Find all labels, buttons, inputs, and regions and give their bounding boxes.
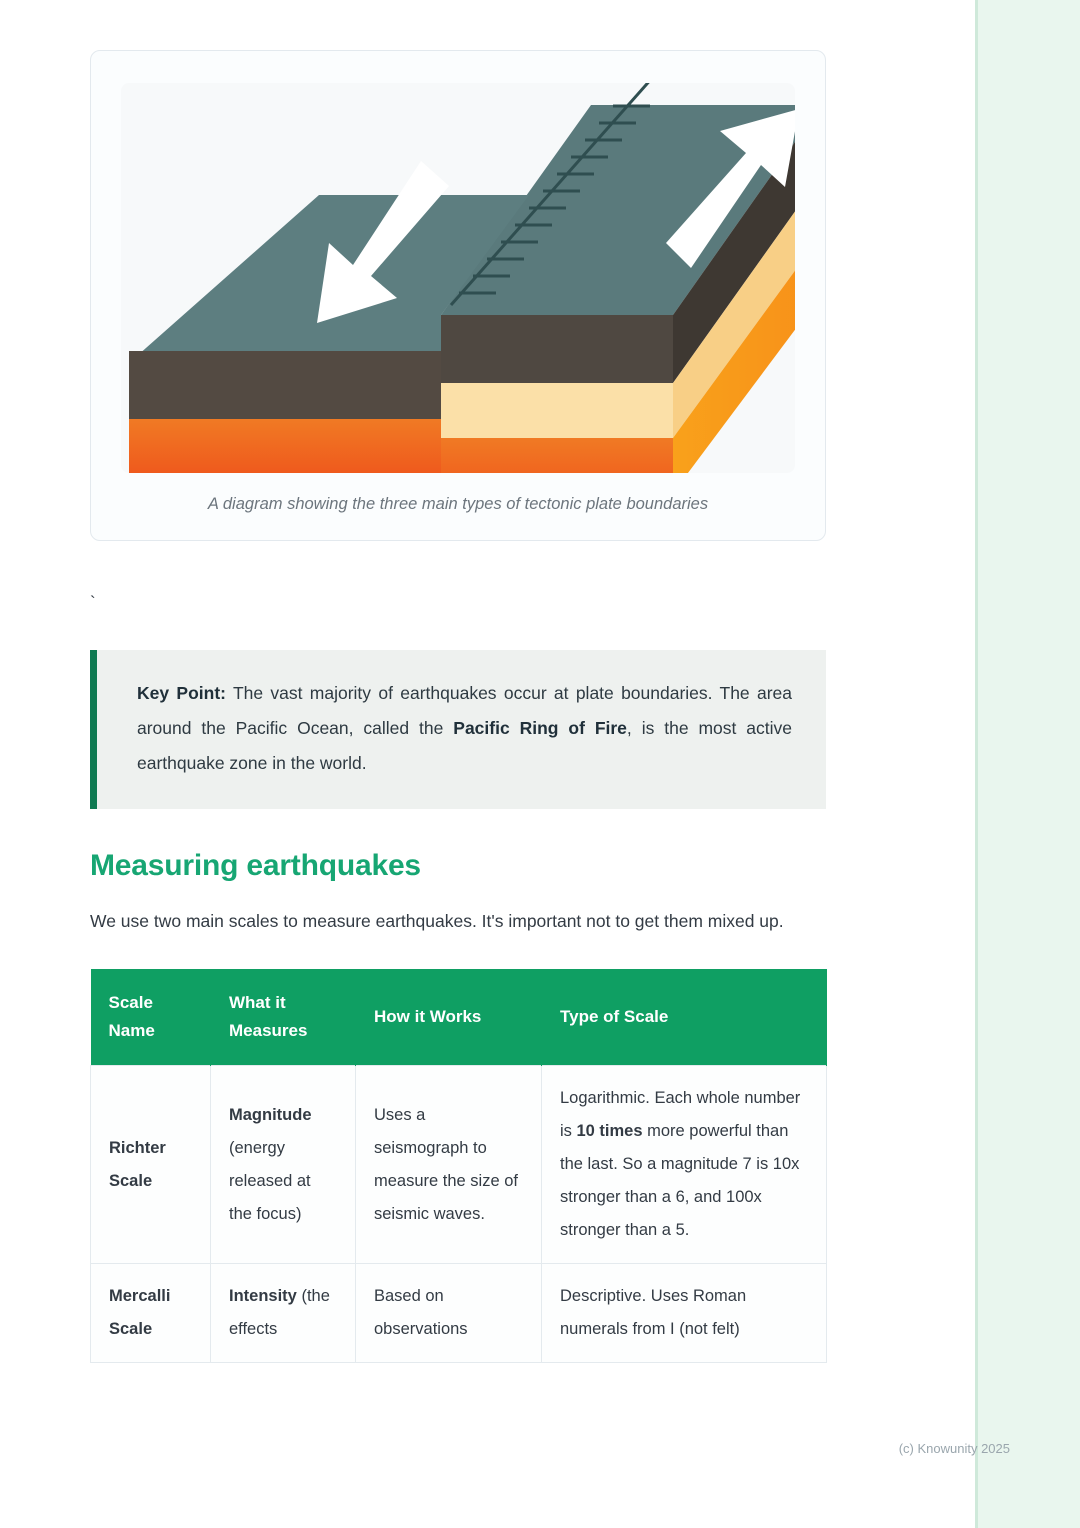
cell-scale-name: Mercalli Scale	[91, 1264, 211, 1363]
cell-how-it-works: Based on observations	[356, 1264, 542, 1363]
page-edge-strip	[975, 0, 1080, 1528]
measures-bold: Intensity	[229, 1287, 297, 1305]
type-bold: 10 times	[576, 1122, 643, 1140]
key-point-emphasis: Pacific Ring of Fire	[453, 718, 627, 738]
section-intro: We use two main scales to measure earthquakes. It's important not to get them mixed up.	[90, 911, 784, 931]
table-row	[91, 1264, 827, 1363]
column-header-scale-name: Scale Name	[91, 969, 211, 1066]
cell-what-it-measures	[211, 1066, 356, 1264]
measurement-scales-table	[90, 969, 827, 1363]
measures-rest: (energy released at the focus)	[229, 1138, 311, 1223]
column-header-what-it-measures: What it Measures	[211, 969, 356, 1066]
key-point-text-after: , is the most active earthquake zone in the world.	[137, 718, 793, 773]
type-before: Logarithmic. Each whole number is	[560, 1089, 801, 1140]
key-point-text-before: The vast majority of earthquakes occur at plate boundaries. The area around the Pacific Ocean, called the	[137, 683, 792, 738]
table-row	[91, 1066, 827, 1264]
cell-how-it-works: Uses a seismograph to measure the size of seismic waves.	[356, 1066, 542, 1264]
cell-type-of-scale	[542, 1066, 827, 1264]
cell-what-it-measures	[211, 1264, 356, 1363]
cell-type-of-scale: Descriptive. Uses Roman numerals from I (not felt)	[542, 1264, 827, 1363]
cell-scale-name: Richter Scale	[91, 1066, 211, 1264]
key-point-paragraph	[137, 676, 792, 781]
key-point-callout	[90, 650, 826, 809]
stray-backtick: `	[90, 593, 96, 612]
key-point-label: Key Point:	[137, 683, 226, 703]
column-header-how-it-works: How it Works	[356, 969, 542, 1066]
column-header-type-of-scale: Type of Scale	[542, 969, 827, 1066]
measures-bold: Magnitude	[229, 1105, 312, 1124]
measures-rest: (the effects	[229, 1287, 330, 1338]
type-after: more powerful than the last. So a magnitude 7 is 10x stronger than a 6, and 100x stronger than a 5.	[560, 1122, 800, 1239]
table-header-row	[91, 969, 827, 1066]
tectonic-plate-boundary-block-diagram	[121, 83, 795, 473]
copyright-notice: (c) Knowunity 2025	[898, 1441, 1010, 1456]
section-title: Measuring earthquakes	[90, 849, 421, 882]
figure-caption: A diagram showing the three main types of tectonic plate boundaries	[207, 495, 709, 513]
block-diagram-svg	[121, 83, 795, 473]
document-content	[90, 0, 826, 1363]
figure-card	[90, 50, 826, 541]
